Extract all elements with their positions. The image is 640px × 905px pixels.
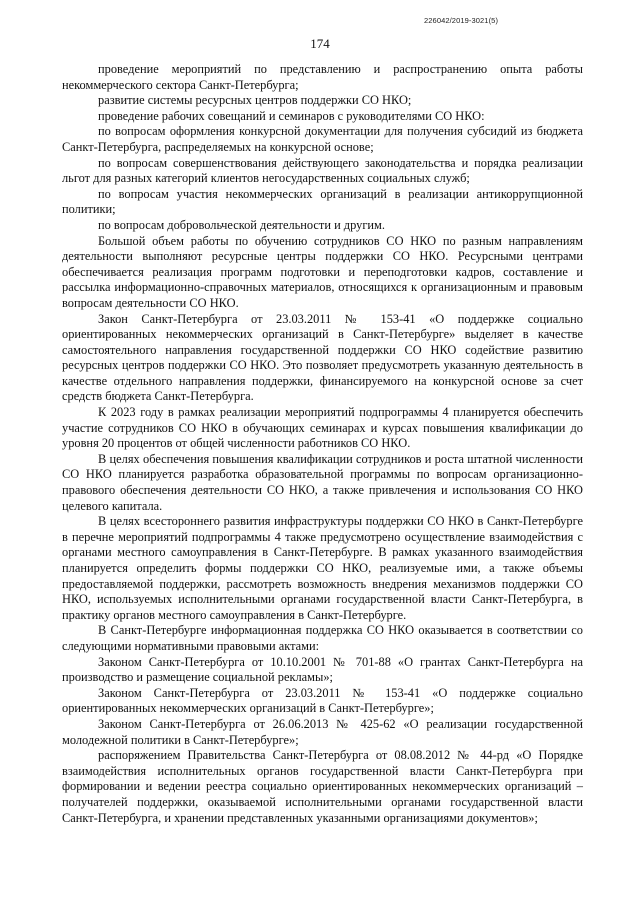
paragraph: В целях всестороннего развития инфраструктуры поддержки СО НКО в Санкт-Петербурге в перечне мероприятий подпрограммы 4 также предусмотрено осуществление взаимодействия с органами местного самоуправления в Санкт-Петербурге. В рамках указанного взаимодействия планируется определить формы поддержки СО НКО, реализуемые ими, а также объемы предоставляемой поддержки, рассмотреть возможность внедрения механизмов поддержки СО НКО, используемых исполнительными органами государственной власти Санкт-Петербурга, в практику органов местного самоуправления в Санкт-Петербурге. [62, 514, 583, 622]
paragraph: Законом Санкт-Петербурга от 26.06.2013 № 425-62 «О реализации государственной молодежной политики в Санкт-Петербурге»; [62, 716, 583, 747]
paragraph: по вопросам участия некоммерческих организаций в реализации антикоррупционной политики; [62, 186, 583, 217]
page-number: 174 [310, 36, 330, 51]
paragraph: по вопросам оформления конкурсной документации для получения субсидий из бюджета Санкт-Петербурга, распределяемых на конкурсной основе; [62, 124, 583, 154]
paragraph: по вопросам добровольческой деятельности и другим. [98, 217, 385, 232]
paragraph: по вопросам совершенствования действующего законодательства и порядка реализации льгот для разных категорий клиентов негосударственных социальных служб; [62, 155, 583, 186]
paragraph: В целях обеспечения повышения квалификации сотрудников и роста штатной численности СО НКО планируется разработка образовательной программы по вопросам организационно-правового обеспечения деятельности СО НКО, а также привлечения и использования СО НКО целевого капитала. [62, 451, 583, 513]
paragraph: В Санкт-Петербурге информационная поддержка СО НКО оказывается в соответствии со следующими нормативными правовыми актами: [62, 623, 583, 653]
paragraph: Законом Санкт-Петербурга от 10.10.2001 № 701-88 «О грантах Санкт-Петербурга на производство и размещение социальной рекламы»; [62, 654, 583, 685]
paragraph: Законом Санкт-Петербурга от 23.03.2011 № 153-41 «О поддержке социально ориентированных некоммерческих организаций в Санкт-Петербурге»; [62, 685, 583, 716]
document-code: 226042/2019-3021(5) [424, 16, 499, 25]
document-body [62, 62, 583, 826]
paragraph: проведение рабочих совещаний и семинаров с руководителями СО НКО: [98, 108, 485, 123]
paragraph: развитие системы ресурсных центров поддержки СО НКО; [98, 93, 412, 108]
paragraph: Большой объем работы по обучению сотрудников СО НКО по разным направлениям деятельности выполняют ресурсные центры поддержки СО НКО. Ресурсными центрами обеспечивается реализация программ подготовки и переподготовки кадров, составление и рассылка информационно-справочных материалов, относящихся к организационным и правовым вопросам деятельности СО НКО. [62, 233, 583, 310]
paragraph: проведение мероприятий по представлению и распространению опыта работы некоммерческого сектора Санкт-Петербурга; [62, 62, 583, 92]
paragraph: распоряжением Правительства Санкт-Петербурга от 08.08.2012 № 44-рд «О Порядке взаимодействия исполнительных органов государственной власти Санкт-Петербурга при формировании и ведении реестра социально ориентированных некоммерческих организаций – получателей поддержки, оказываемой исполнительными органами государственной власти Санкт-Петербурга, и хранении представленных указанными организациями документов»; [62, 748, 583, 825]
paragraph: К 2023 году в рамках реализации мероприятий подпрограммы 4 планируется обеспечить участие сотрудников СО НКО в обучающих семинарах и курсах повышения квалификации до уровня 20 процентов от общей численности работников СО НКО. [62, 405, 583, 451]
paragraph: Закон Санкт-Петербурга от 23.03.2011 № 153-41 «О поддержке социально ориентированных некоммерческих организаций в Санкт-Петербурге» выделяет в качестве самостоятельного направления государственной поддержки СО НКО содействие развитию ресурсных центров поддержки СО НКО. Это позволяет предусмотреть указанную деятельность в качестве отдельного направления поддержки, финансируемого на конкурсной основе за счет средств бюджета Санкт-Петербурга. [62, 311, 583, 404]
